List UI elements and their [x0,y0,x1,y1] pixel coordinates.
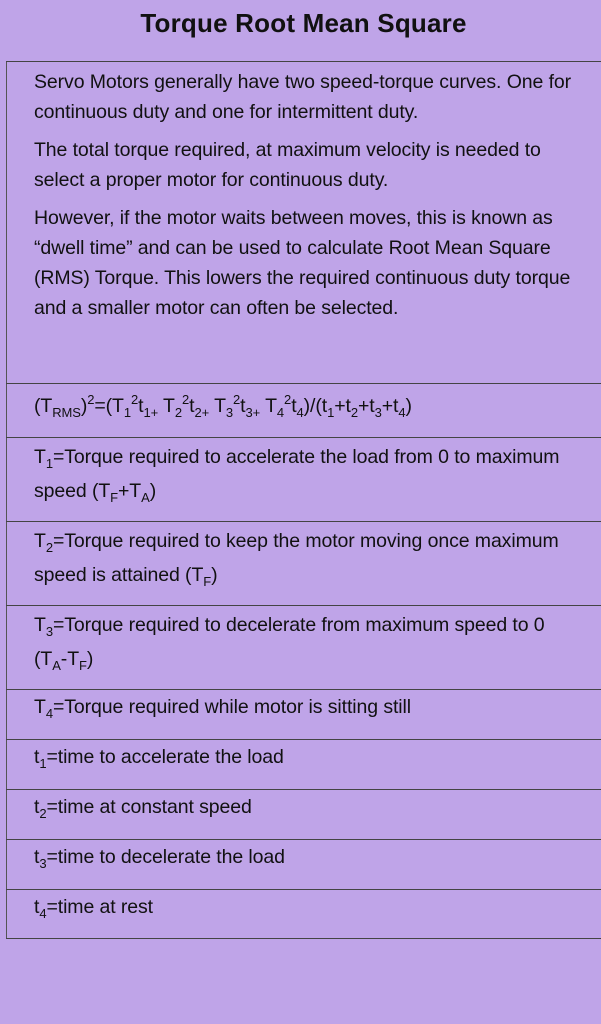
definition-t4: $t_4=time$ at rest [6,889,601,939]
definition-T3: $T_3=Torque$ required to decelerate from maximum speed to 0 $(T_A-T_F)$ [6,605,601,689]
definition-T4: $T_4=Torque$ required while motor is sitting still [6,689,601,739]
content-table [6,61,601,939]
definition-t3: $t_3=time$ to decelerate the load [6,839,601,889]
definition-T2: $T_2=Torque$ required to keep the motor moving once maximum speed is attained $(T_F)$ [6,521,601,605]
definition-T1: $T_1=Torque$ required to accelerate the load from 0 to maximum speed $(T_F+T_A)$ [6,437,601,521]
intro-paragraph-3: However, if the motor waits between moves, this is known as “dwell time” and can be used to calculate Root Mean Square (RMS) Torque. This lowers the required continuous duty torque and a smaller motor can often be selected. [34,207,571,319]
definition-t2: $t_2=time$ at constant speed [6,789,601,839]
definition-t1: $t_1=time$ to accelerate the load [6,739,601,789]
page-title: Torque Root Mean Square [140,8,467,38]
rms-formula: $(T_{RMS})^2=(T_1^2t_{1+}$ $T_2^2t_{2+}$ $T_3^2t_{3+}$ $T_4^2t_4)/(t_1+t_2+t_3+t_4)$ [34,392,412,420]
intro-row [6,61,601,383]
intro-paragraph-1: Servo Motors generally have two speed-torque curves. One for continuous duty and one for intermittent duty. [34,71,572,123]
intro-paragraph-2: The total torque required, at maximum velocity is needed to select a proper motor for continuous duty. [34,139,541,191]
title-band [6,0,601,61]
formula-row [6,383,601,437]
